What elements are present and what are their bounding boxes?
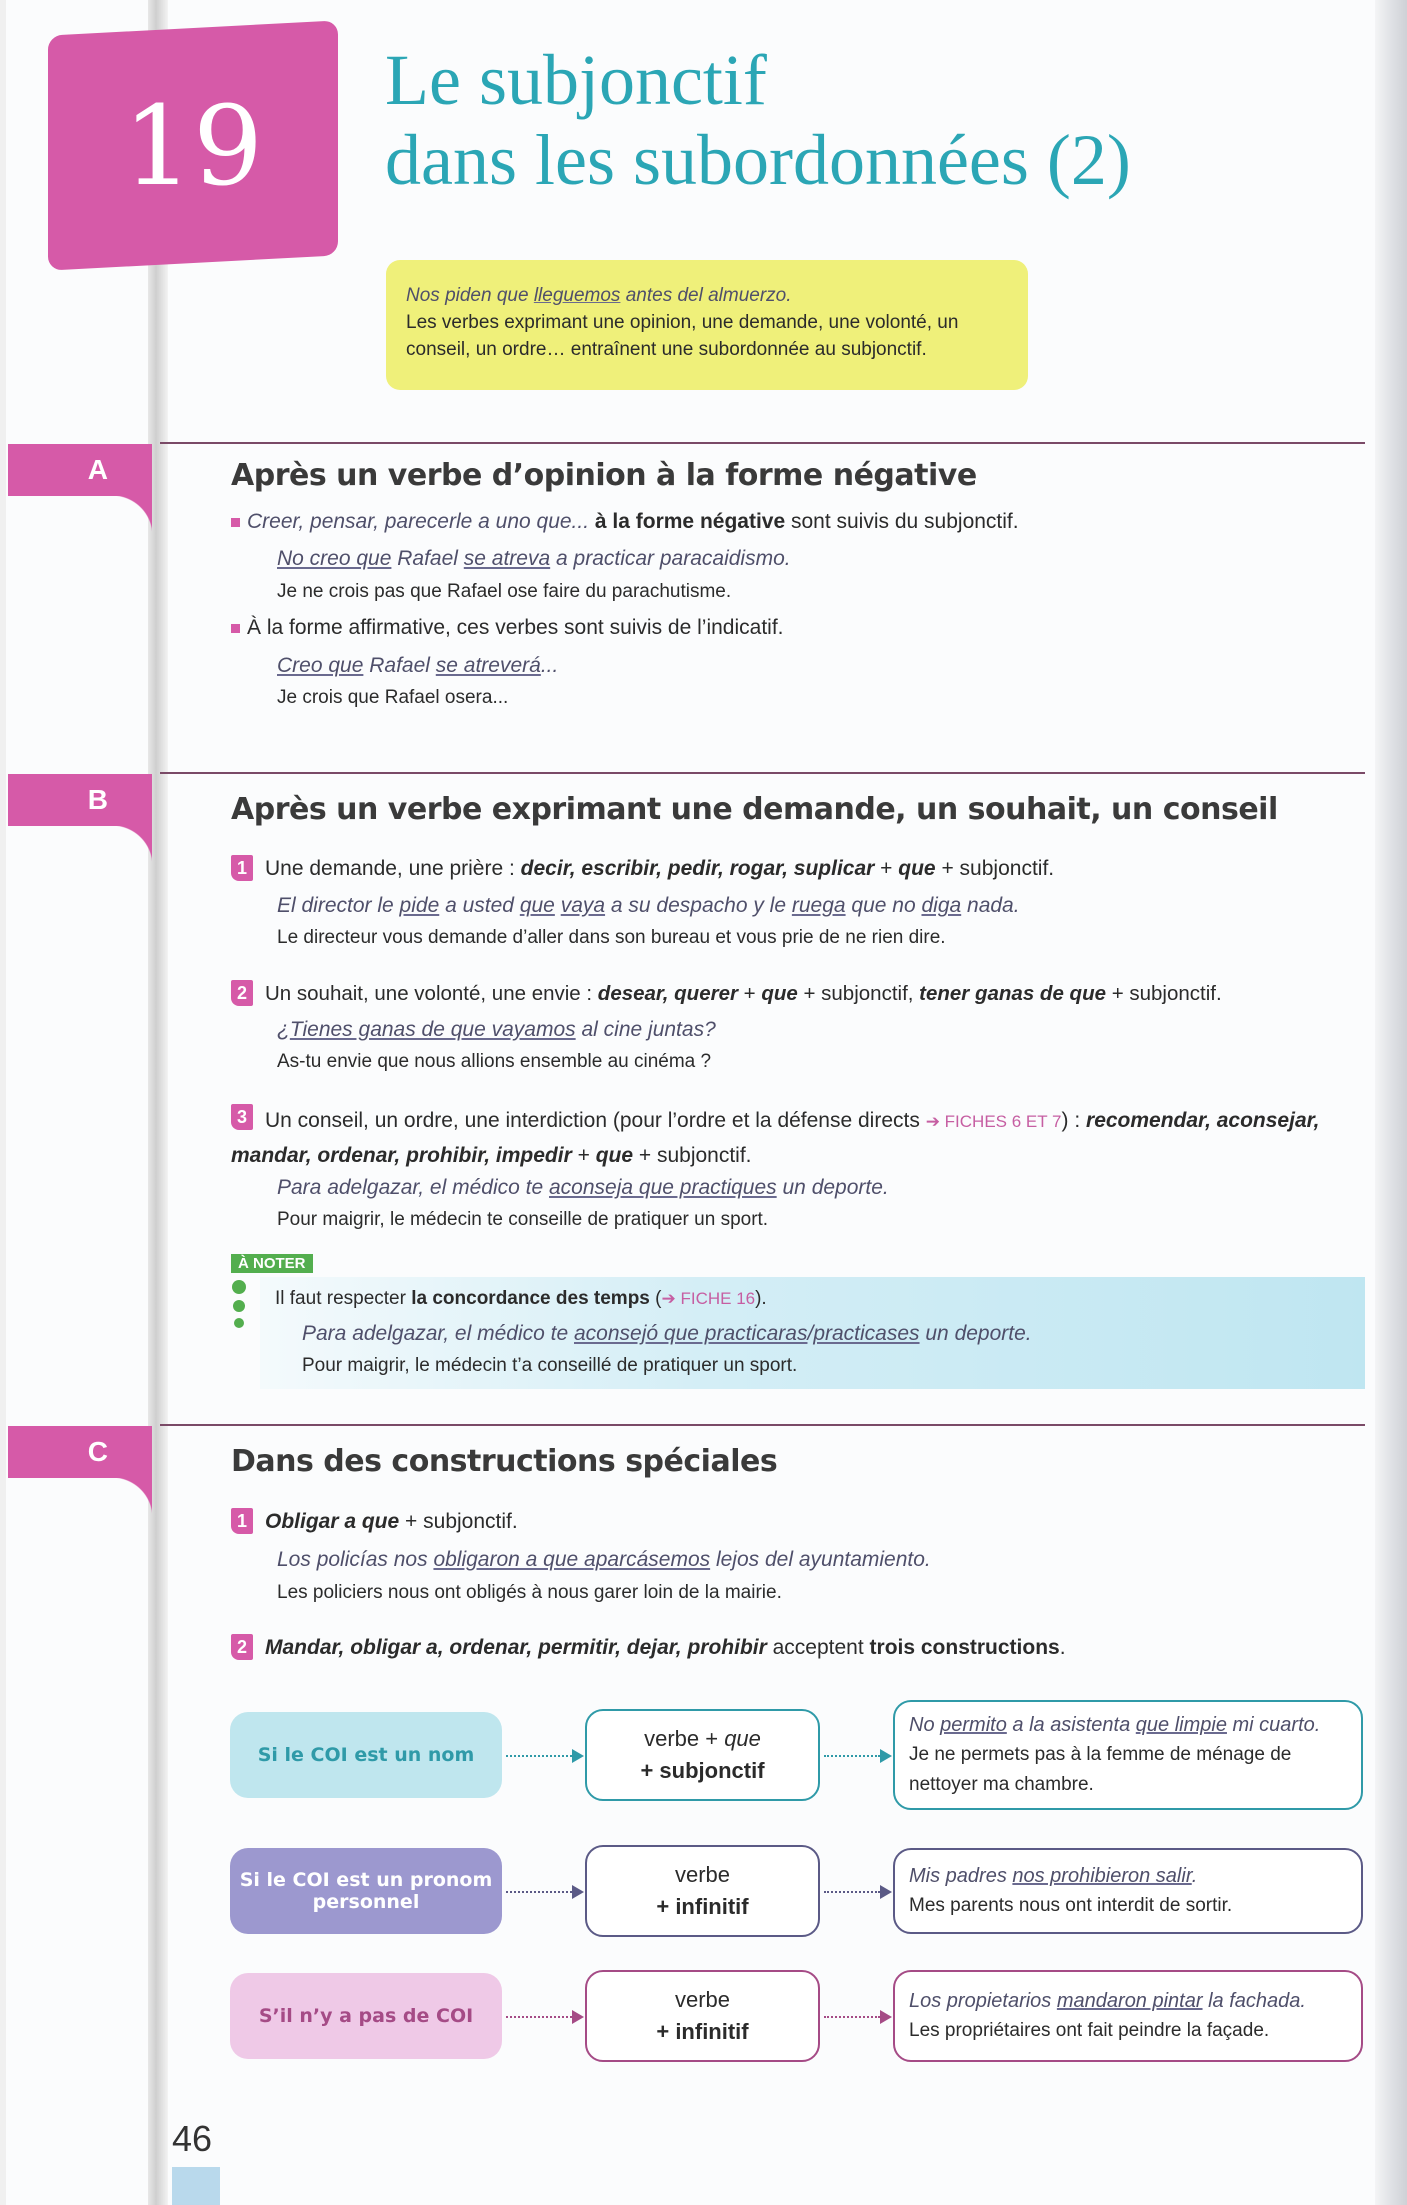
case-text: Si le COI est un pronom personnel: [239, 1869, 493, 1913]
item-number-badge: 1: [231, 855, 253, 881]
note-text: Il faut respecter la concordance des temps (➔ FICHE 16).: [275, 1288, 767, 1309]
section-c-heading: Dans des constructions spéciales: [231, 1444, 778, 1479]
bullet-icon: [231, 518, 240, 527]
note-label: À NOTER: [231, 1254, 313, 1273]
item-number-badge: 1: [231, 1508, 253, 1534]
case-text: S’il n’y a pas de COI: [258, 2005, 474, 2027]
section-b-divider: [160, 772, 1365, 774]
section-a-translation-1: Je ne crois pas que Rafael ose faire du parachutisme.: [277, 581, 732, 602]
section-a-translation-2: Je crois que Rafael osera...: [277, 687, 509, 708]
note-translation: Pour maigrir, le médecin t’a conseillé de pratiquer un sport.: [302, 1355, 798, 1376]
arrow-icon: [506, 2016, 572, 2018]
title-line-1: Le subjonctif: [385, 40, 767, 120]
page-title: [385, 40, 1131, 200]
section-tab-b: B: [8, 774, 152, 826]
page-left-edge: [0, 0, 6, 2205]
example-es: Los propietarios mandaron pintar la fachada.: [909, 1990, 1306, 2012]
section-b-translation-1: Le directeur vous demande d’aller dans son bureau et vous prie de ne rien dire.: [277, 927, 946, 948]
page-spine: [148, 0, 168, 2205]
fiche-reference-link[interactable]: ➔ FICHE 16: [661, 1289, 756, 1308]
note-example: Para adelgazar, el médico te aconsejó que practicaras/practicases un deporte.: [302, 1322, 1032, 1345]
section-c-translation-1: Les policiers nous ont obligés à nous garer loin de la mairie.: [277, 1582, 782, 1603]
section-b-example-3: Para adelgazar, el médico te aconseja que practiques un deporte.: [277, 1176, 889, 1199]
case-label-3: [230, 1973, 502, 2059]
example-box-1: [893, 1700, 1363, 1810]
example-box-3: [893, 1970, 1363, 2062]
item-number-badge: 2: [231, 1634, 253, 1660]
section-b-item-3: 3 Un conseil, un ordre, une interdiction (pour l’ordre et la défense directs ➔ FICHES 6 ET 7) : recomendar, aconsejar, mandar, ordenar, prohibir, impedir + que + subjonctif.: [231, 1104, 1366, 1173]
section-b-example-2: ¿Tienes ganas de que vayamos al cine juntas?: [277, 1018, 716, 1041]
arrow-icon: [824, 1755, 880, 1757]
arrow-icon: [824, 1891, 880, 1893]
construction-box-2: verbe + infinitif: [585, 1845, 820, 1937]
section-b-heading: Après un verbe exprimant une demande, un souhait, un conseil: [231, 792, 1278, 827]
section-tab-a: A: [8, 444, 152, 496]
intro-text: Les verbes exprimant une opinion, une demande, une volonté, un conseil, un ordre… entraînent une subordonnée au subjonctif.: [406, 312, 959, 360]
arrow-icon: [506, 1891, 572, 1893]
example-fr: Mes parents nous ont interdit de sortir.: [909, 1895, 1233, 1916]
bullet-icon: [231, 624, 240, 633]
construction-box-1: verbe + que + subjonctif: [585, 1709, 820, 1801]
note-dot-icon: [232, 1280, 246, 1294]
chapter-number-badge: [48, 20, 338, 270]
section-b-translation-3: Pour maigrir, le médecin te conseille de pratiquer un sport.: [277, 1209, 769, 1230]
section-a-divider: [160, 442, 1365, 444]
section-a-rule-1: Creer, pensar, parecerle a uno que... à la forme négative sont suivis du subjonctif.: [231, 508, 1019, 536]
construction-box-3: verbe + infinitif: [585, 1970, 820, 2062]
arrow-icon: [824, 2016, 880, 2018]
section-c-example-1: Los policías nos obligaron a que aparcásemos lejos del ayuntamiento.: [277, 1548, 931, 1571]
section-c-item-2: 2 Mandar, obligar a, ordenar, permitir, dejar, prohibir acceptent trois constructions.: [231, 1634, 1066, 1662]
note-dot-icon: [234, 1318, 244, 1328]
title-line-2: dans les subordonnées (2): [385, 120, 1131, 200]
section-a-example-1: No creo que Rafael se atreva a practicar paracaidismo.: [277, 547, 791, 570]
example-box-2: [893, 1848, 1363, 1934]
section-b-item-2: 2 Un souhait, une volonté, une envie : desear, querer + que + subjonctif, tener ganas de que + subjonctif.: [231, 980, 1222, 1008]
section-b-item-1: 1 Une demande, une prière : decir, escribir, pedir, rogar, suplicar + que + subjonctif.: [231, 855, 1054, 883]
item-number-badge: 2: [231, 980, 253, 1006]
arrow-icon: [506, 1755, 572, 1757]
item-number-badge: 3: [231, 1104, 253, 1130]
fiche-reference-link[interactable]: ➔ FICHES 6 ET 7: [925, 1112, 1062, 1131]
intro-example: Nos piden que lleguemos antes del almuerzo.: [406, 285, 792, 306]
example-fr: Les propriétaires ont fait peindre la façade.: [909, 2020, 1270, 2041]
section-c-divider: [160, 1424, 1365, 1426]
section-a-heading: Après un verbe d’opinion à la forme négative: [231, 458, 977, 493]
section-c-item-1: 1 Obligar a que + subjonctif.: [231, 1508, 518, 1536]
intro-box: [386, 260, 1028, 390]
page-number: 46: [172, 2118, 213, 2159]
example-fr: Je ne permets pas à la femme de ménage de nettoyer ma chambre.: [909, 1744, 1292, 1795]
page-right-edge: [1375, 0, 1407, 2205]
chapter-number: 19: [123, 81, 263, 210]
case-label-1: [230, 1712, 502, 1798]
example-es: No permito a la asistenta que limpie mi cuarto.: [909, 1714, 1321, 1736]
section-a-example-2: Creo que Rafael se atreverá...: [277, 654, 559, 677]
case-label-2: [230, 1848, 502, 1934]
section-b-translation-2: As-tu envie que nous allions ensemble au cinéma ?: [277, 1051, 712, 1072]
section-tab-c: C: [8, 1426, 152, 1478]
section-b-example-1: El director le pide a usted que vaya a su despacho y le ruega que no diga nada.: [277, 894, 1020, 917]
example-es: Mis padres nos prohibieron salir.: [909, 1865, 1198, 1887]
page-color-swatch: [172, 2167, 220, 2205]
note-dot-icon: [233, 1300, 245, 1312]
section-a-rule-2: À la forme affirmative, ces verbes sont suivis de l’indicatif.: [231, 614, 784, 642]
case-text: Si le COI est un nom: [257, 1744, 475, 1766]
